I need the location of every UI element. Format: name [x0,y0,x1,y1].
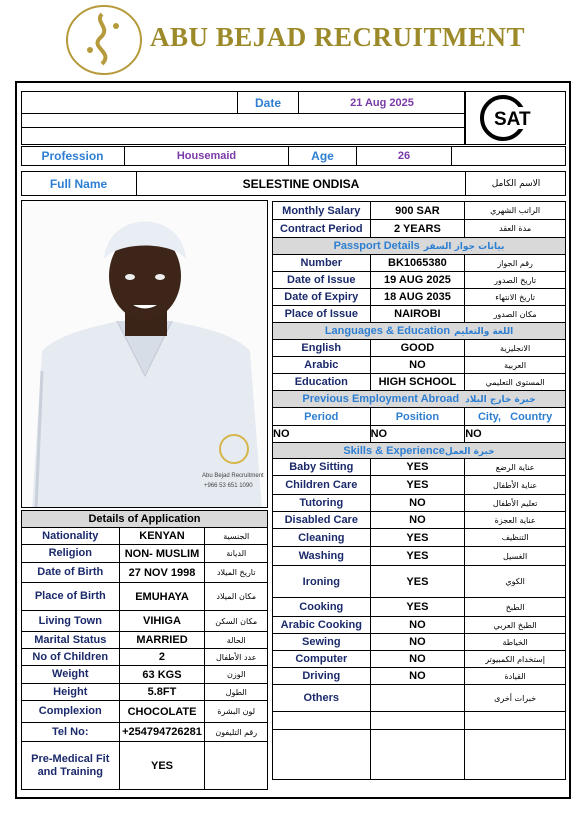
skill-ar: الغسيل [465,547,566,566]
date-value: 21 Aug 2025 [350,96,414,109]
application-row [22,742,268,790]
application-value: 63 KGS [119,666,205,684]
employment-header: City, Country [465,408,566,426]
company-logo [64,2,144,77]
skill-ar: الطبخ العربي [465,617,566,634]
application-row [22,528,268,545]
skill-value: YES [370,566,465,598]
empty-cell [273,712,371,730]
skill-label: Washing [273,547,371,566]
profession-label: Profession [41,149,104,163]
employment-value: NO [273,426,371,443]
age-label: Age [311,149,334,163]
application-ar: الوزن [205,666,268,684]
fullname-label: Full Name [49,176,108,191]
skills-row [273,634,566,651]
skills-row [273,668,566,685]
skills-row [273,685,566,712]
skill-label: Disabled Care [273,512,371,529]
contract-row [273,202,566,220]
empty-cell [465,730,566,780]
languages-label: Education [273,374,371,391]
skill-label: Cooking [273,598,371,617]
languages-label: English [273,340,371,357]
passport-value: NAIROBI [370,306,465,323]
languages-label: Arabic [273,357,371,374]
application-value: 27 NOV 1998 [119,563,205,583]
application-ar: مكان السكن [205,611,268,632]
application-row [22,701,268,723]
application-label: Tel No: [22,723,120,742]
application-value: KENYAN [119,528,205,545]
skills-row [273,459,566,476]
application-row [22,545,268,563]
contract-row [273,220,566,238]
skill-value: YES [370,529,465,547]
skills-row [273,547,566,566]
empty-cell [370,712,465,730]
languages-value: NO [370,357,465,374]
skill-ar: خبرات أخرى [465,685,566,712]
application-value: YES [119,742,205,790]
skill-value: YES [370,459,465,476]
skills-row [273,598,566,617]
skill-ar: عناية الأطفال [465,476,566,495]
contract-label: Monthly Salary [273,202,371,220]
passport-value: 19 AUG 2025 [370,272,465,289]
svg-text:Abu Bejad Recruitment: Abu Bejad Recruitment [202,473,264,479]
skill-value: YES [370,598,465,617]
candidate-photo [21,200,268,508]
profession-value: Housemaid [176,150,237,162]
languages-title-en: Languages & Education [324,325,451,337]
passport-label: Date of Expiry [273,289,371,306]
languages-ar: العربية [465,357,566,374]
passport-label: Number [273,255,371,272]
fullname-ar: الاسم الكامل [491,178,541,189]
empty-cell [273,730,371,780]
skill-value: NO [370,617,465,634]
age-value: 26 [397,150,411,162]
skill-ar: التنظيف [465,529,566,547]
application-row [22,649,268,666]
sat-logo [465,91,566,145]
application-label: Date of Birth [22,563,120,583]
skill-ar: الطبخ [465,598,566,617]
skill-label: Computer [273,651,371,668]
passport-ar: مكان الصدور [465,306,566,323]
passport-value: 18 AUG 2035 [370,289,465,306]
employment-title [273,391,566,408]
skills-empty-row [273,712,566,730]
skill-label: Cleaning [273,529,371,547]
skills-row [273,529,566,547]
employment-title-ar: خبرة خارج البلاد [465,395,536,405]
application-value: EMUHAYA [119,583,205,611]
skill-value: YES [370,476,465,495]
passport-ar: رقم الجواز [465,255,566,272]
employment-title-en: Previous Employment Abroad [302,393,460,405]
application-row [22,684,268,701]
application-title: Details of Application [22,511,268,528]
skill-label: Sewing [273,634,371,651]
skill-label: Others [273,685,371,712]
skill-label: Ironing [273,566,371,598]
skills-row [273,651,566,668]
application-label: Weight [22,666,120,684]
skill-value [370,685,465,712]
skill-value: NO [370,512,465,529]
fullname-value: SELESTINE ONDISA [242,176,360,191]
date-label: Date [254,95,281,110]
skill-value: NO [370,668,465,685]
employment-title [273,391,566,408]
skill-value: YES [370,547,465,566]
skill-value: NO [370,651,465,668]
contract-value: 900 SAR [370,202,465,220]
employment-value: NO [465,426,566,443]
employment-headers [273,408,566,426]
skill-value: NO [370,495,465,512]
skill-ar: عناية الرضع [465,459,566,476]
application-title [22,511,268,528]
passport-row [273,255,566,272]
languages-title [273,323,566,340]
contract-label: Contract Period [273,220,371,238]
application-row [22,611,268,632]
application-label: Living Town [22,611,120,632]
application-value: 5.8FT [119,684,205,701]
application-ar: تاريخ الميلاد [205,563,268,583]
passport-ar: تاريخ الصدور [465,272,566,289]
application-ar: الديانة [205,545,268,563]
empty-cell [465,712,566,730]
svg-text:+966 53 651 1090: +966 53 651 1090 [204,483,253,489]
application-label: Place of Birth [22,583,120,611]
svg-text:SAT: SAT [493,109,531,130]
application-ar: الحالة [205,632,268,649]
skills-row [273,617,566,634]
passport-title [273,238,566,255]
languages-title [273,323,566,340]
application-row [22,632,268,649]
skill-ar: عناية العجزة [465,512,566,529]
application-ar: الطول [205,684,268,701]
contract-value: 2 YEARS [370,220,465,238]
application-ar: مكان الميلاد [205,583,268,611]
languages-title-ar: اللغة والتعليم [454,327,514,337]
skills-empty-row [273,730,566,780]
skill-ar: الكوي [465,566,566,598]
skills-title [273,443,566,459]
passport-row [273,272,566,289]
application-ar: الجنسية [205,528,268,545]
application-label: No of Children [22,649,120,666]
skills-row [273,495,566,512]
employment-header: Period [273,408,371,426]
employment-value: NO [370,426,465,443]
skill-ar: القيادة [465,668,566,685]
application-value: +254794726281 [119,723,205,742]
application-ar: رقم التليفون [205,723,268,742]
application-row [22,563,268,583]
application-ar [205,742,268,790]
application-ar: عدد الأطفال [205,649,268,666]
skill-label: Children Care [273,476,371,495]
application-value: CHOCOLATE [119,701,205,723]
passport-label: Place of Issue [273,306,371,323]
skills-title [273,443,566,459]
passport-ar: تاريخ الانتهاء [465,289,566,306]
skill-label: Driving [273,668,371,685]
skill-value: NO [370,634,465,651]
application-value: 2 [119,649,205,666]
passport-title-en: Passport Details [333,240,420,252]
passport-value: BK1065380 [370,255,465,272]
passport-title-ar: بيانات جواز السفر [423,242,505,252]
languages-row [273,357,566,374]
application-row [22,666,268,684]
skill-label: Arabic Cooking [273,617,371,634]
application-value: NON- MUSLIM [119,545,205,563]
languages-value: HIGH SCHOOL [370,374,465,391]
passport-label: Date of Issue [273,272,371,289]
application-ar: لون البشرة [205,701,268,723]
application-label: Religion [22,545,120,563]
skill-label: Tutoring [273,495,371,512]
skills-row [273,476,566,495]
company-name: ABU BEJAD RECRUITMENT [150,22,526,52]
right-table [272,201,566,780]
application-value: MARRIED [119,632,205,649]
skills-row [273,512,566,529]
application-label: Nationality [22,528,120,545]
skills-title-ar: خبرة العمل [444,446,495,457]
empty-cell [370,730,465,780]
passport-row [273,289,566,306]
skills-row [273,566,566,598]
passport-row [273,306,566,323]
employment-header: Position [370,408,465,426]
skill-ar: إستخدام الكمبيوتر [465,651,566,668]
application-value: VIHIGA [119,611,205,632]
languages-row [273,340,566,357]
skill-label: Baby Sitting [273,459,371,476]
passport-title [273,238,566,255]
languages-ar: المستوى التعليمي [465,374,566,391]
contract-ar: الراتب الشهري [465,202,566,220]
skill-ar: تعليم الأطفال [465,495,566,512]
languages-ar: الانجليزية [465,340,566,357]
application-row [22,583,268,611]
languages-row [273,374,566,391]
skill-ar: الخياطة [465,634,566,651]
application-row [22,723,268,742]
application-label: Height [22,684,120,701]
application-label: Pre-Medical Fit and Training [22,742,120,790]
skills-title-en: Skills & Experience [343,444,445,457]
application-label: Marital Status [22,632,120,649]
application-label: Complexion [22,701,120,723]
employment-values [273,426,566,443]
application-block [21,510,268,790]
languages-value: GOOD [370,340,465,357]
contract-ar: مدة العقد [465,220,566,238]
